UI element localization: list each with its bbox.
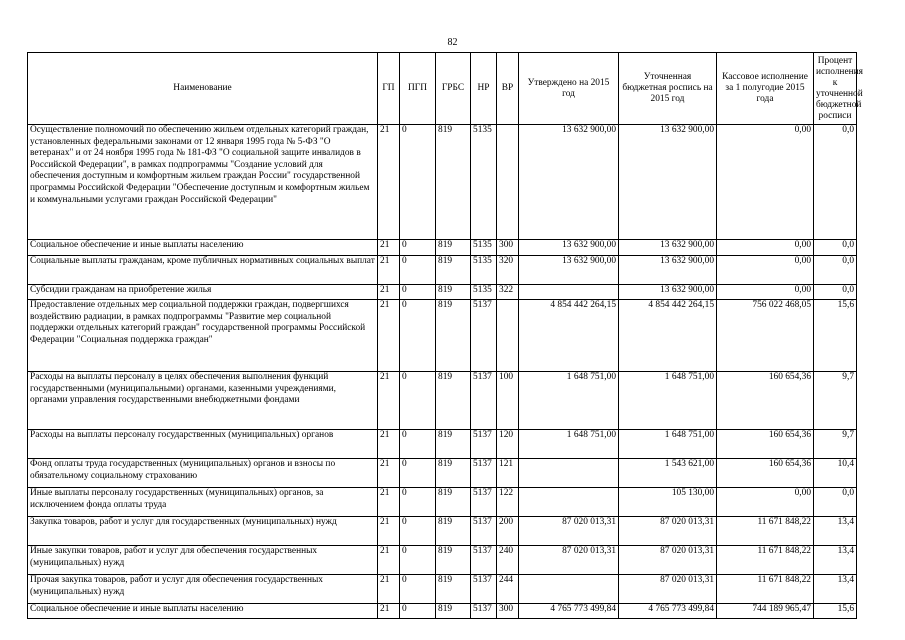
row-grbs: 819 (436, 604, 471, 619)
row-approved: 13 632 900,00 (519, 256, 619, 285)
row-nr: 5135 (471, 125, 497, 240)
row-percent: 10,4 (814, 459, 857, 488)
row-approved: 4 765 773 499,84 (519, 604, 619, 619)
row-approved (519, 575, 619, 604)
row-nr: 5137 (471, 488, 497, 517)
header-ppgp: ПГП (400, 53, 436, 125)
row-ppgp: 0 (400, 604, 436, 619)
row-ppgp: 0 (400, 372, 436, 430)
row-refined: 13 632 900,00 (619, 256, 717, 285)
row-vr (497, 125, 519, 240)
row-approved: 87 020 013,31 (519, 517, 619, 546)
row-nr: 5137 (471, 604, 497, 619)
row-gp: 21 (378, 575, 400, 604)
row-cash: 756 022 468,05 (717, 300, 814, 372)
table-row (28, 517, 857, 546)
row-ppgp: 0 (400, 285, 436, 300)
table-row (28, 372, 857, 430)
row-nr: 5137 (471, 546, 497, 575)
row-name: Прочая закупка товаров, работ и услуг для обеспечения государственных (муниципальных) нужд (28, 575, 378, 604)
row-name: Осуществление полномочий по обеспечению жильем отдельных категорий граждан, установленных федеральными законами от 12 января 1995 года № 5-ФЗ "О ветеранах" и от 24 ноября 1995 года № 181-ФЗ "О социальной защите инвалидов в Российской Федерации", в рамках подпрограммы "Создание условий для обеспечения доступным и комфортным жильем граждан России" государственной программы Российской Федерации "Обеспечение доступным и комфортным жильем и коммунальными услугами граждан Российской Федерации" (28, 125, 378, 240)
row-ppgp: 0 (400, 240, 436, 256)
table-row (28, 300, 857, 372)
header-refined: Уточненная бюджетная роспись на 2015 год (619, 53, 717, 125)
header-grbs: ГРБС (436, 53, 471, 125)
row-refined: 13 632 900,00 (619, 285, 717, 300)
row-name: Субсидии гражданам на приобретение жилья (28, 285, 378, 300)
row-nr: 5135 (471, 256, 497, 285)
row-name: Иные выплаты персоналу государственных (муниципальных) органов, за исключением фонда оплаты труда (28, 488, 378, 517)
row-cash: 11 671 848,22 (717, 575, 814, 604)
table-row (28, 459, 857, 488)
row-gp: 21 (378, 517, 400, 546)
row-nr: 5135 (471, 240, 497, 256)
row-vr (497, 300, 519, 372)
row-refined: 1 648 751,00 (619, 372, 717, 430)
row-percent: 13,4 (814, 517, 857, 546)
header-approved: Утверждено на 2015 год (519, 53, 619, 125)
row-cash: 11 671 848,22 (717, 517, 814, 546)
row-refined: 4 854 442 264,15 (619, 300, 717, 372)
row-grbs: 819 (436, 430, 471, 459)
row-vr: 320 (497, 256, 519, 285)
row-gp: 21 (378, 488, 400, 517)
row-name: Фонд оплаты труда государственных (муниципальных) органов и взносы по обязательному социальному страхованию (28, 459, 378, 488)
row-gp: 21 (378, 125, 400, 240)
row-gp: 21 (378, 459, 400, 488)
row-vr: 322 (497, 285, 519, 300)
table-row (28, 488, 857, 517)
row-grbs: 819 (436, 546, 471, 575)
row-ppgp: 0 (400, 488, 436, 517)
header-vr: ВР (497, 53, 519, 125)
row-vr: 122 (497, 488, 519, 517)
row-grbs: 819 (436, 240, 471, 256)
row-name: Расходы на выплаты персоналу в целях обеспечения выполнения функций государственными (муниципальными) органами, казенными учреждениями, органами управления государственными внебюджетными фондами (28, 372, 378, 430)
row-ppgp: 0 (400, 256, 436, 285)
row-name: Расходы на выплаты персоналу государственных (муниципальных) органов (28, 430, 378, 459)
row-gp: 21 (378, 546, 400, 575)
table-row (28, 575, 857, 604)
row-grbs: 819 (436, 285, 471, 300)
row-ppgp: 0 (400, 430, 436, 459)
row-gp: 21 (378, 300, 400, 372)
row-percent: 9,7 (814, 372, 857, 430)
row-percent: 0,0 (814, 125, 857, 240)
row-grbs: 819 (436, 372, 471, 430)
row-grbs: 819 (436, 125, 471, 240)
table-row (28, 285, 857, 300)
row-nr: 5137 (471, 300, 497, 372)
table-header-row (28, 53, 857, 125)
row-vr: 240 (497, 546, 519, 575)
row-name: Социальное обеспечение и иные выплаты населению (28, 604, 378, 619)
row-nr: 5137 (471, 372, 497, 430)
row-ppgp: 0 (400, 546, 436, 575)
row-approved (519, 285, 619, 300)
row-vr: 200 (497, 517, 519, 546)
row-grbs: 819 (436, 256, 471, 285)
table-row (28, 256, 857, 285)
row-vr: 100 (497, 372, 519, 430)
row-percent: 15,6 (814, 604, 857, 619)
row-nr: 5137 (471, 517, 497, 546)
row-ppgp: 0 (400, 517, 436, 546)
row-cash: 0,00 (717, 240, 814, 256)
row-nr: 5137 (471, 459, 497, 488)
row-ppgp: 0 (400, 459, 436, 488)
row-grbs: 819 (436, 575, 471, 604)
row-refined: 1 543 621,00 (619, 459, 717, 488)
row-name: Иные закупки товаров, работ и услуг для обеспечения государственных (муниципальных) нужд (28, 546, 378, 575)
row-percent: 9,7 (814, 430, 857, 459)
row-nr: 5135 (471, 285, 497, 300)
row-approved: 13 632 900,00 (519, 125, 619, 240)
row-cash: 160 654,36 (717, 372, 814, 430)
row-approved: 1 648 751,00 (519, 430, 619, 459)
header-percent: Процент исполнения к уточненной бюджетной росписи (814, 53, 857, 125)
row-cash: 0,00 (717, 125, 814, 240)
row-gp: 21 (378, 240, 400, 256)
row-cash: 0,00 (717, 488, 814, 517)
row-percent: 0,0 (814, 256, 857, 285)
row-gp: 21 (378, 256, 400, 285)
row-cash: 744 189 965,47 (717, 604, 814, 619)
row-cash: 11 671 848,22 (717, 546, 814, 575)
row-gp: 21 (378, 285, 400, 300)
row-nr: 5137 (471, 575, 497, 604)
row-gp: 21 (378, 430, 400, 459)
row-refined: 13 632 900,00 (619, 125, 717, 240)
row-percent: 13,4 (814, 575, 857, 604)
row-name: Закупка товаров, работ и услуг для государственных (муниципальных) нужд (28, 517, 378, 546)
row-grbs: 819 (436, 517, 471, 546)
row-vr: 121 (497, 459, 519, 488)
row-vr: 120 (497, 430, 519, 459)
row-refined: 87 020 013,31 (619, 575, 717, 604)
row-cash: 160 654,36 (717, 459, 814, 488)
row-refined: 1 648 751,00 (619, 430, 717, 459)
table-row (28, 125, 857, 240)
row-refined: 4 765 773 499,84 (619, 604, 717, 619)
row-grbs: 819 (436, 300, 471, 372)
row-grbs: 819 (436, 488, 471, 517)
header-nr: НР (471, 53, 497, 125)
page-number: 82 (447, 37, 458, 48)
row-approved: 4 854 442 264,15 (519, 300, 619, 372)
row-refined: 87 020 013,31 (619, 546, 717, 575)
row-approved: 87 020 013,31 (519, 546, 619, 575)
row-ppgp: 0 (400, 300, 436, 372)
row-name: Социальные выплаты гражданам, кроме публичных нормативных социальных выплат (28, 256, 378, 285)
row-name: Социальное обеспечение и иные выплаты населению (28, 240, 378, 256)
header-cash: Кассовое исполнение за 1 полугодие 2015 года (717, 53, 814, 125)
row-percent: 13,4 (814, 546, 857, 575)
row-percent: 0,0 (814, 488, 857, 517)
budget-table (27, 52, 863, 619)
row-gp: 21 (378, 372, 400, 430)
header-gp: ГП (378, 53, 400, 125)
row-approved (519, 459, 619, 488)
table-row (28, 430, 857, 459)
row-percent: 0,0 (814, 240, 857, 256)
row-approved (519, 488, 619, 517)
row-percent: 0,0 (814, 285, 857, 300)
row-grbs: 819 (436, 459, 471, 488)
row-vr: 300 (497, 604, 519, 619)
header-name: Наименование (28, 53, 378, 125)
row-vr: 244 (497, 575, 519, 604)
table-row (28, 604, 857, 619)
table-row (28, 546, 857, 575)
row-refined: 13 632 900,00 (619, 240, 717, 256)
table-row (28, 240, 857, 256)
row-cash: 160 654,36 (717, 430, 814, 459)
row-nr: 5137 (471, 430, 497, 459)
row-ppgp: 0 (400, 125, 436, 240)
row-approved: 1 648 751,00 (519, 372, 619, 430)
row-gp: 21 (378, 604, 400, 619)
row-refined: 105 130,00 (619, 488, 717, 517)
row-cash: 0,00 (717, 285, 814, 300)
row-vr: 300 (497, 240, 519, 256)
row-approved: 13 632 900,00 (519, 240, 619, 256)
row-refined: 87 020 013,31 (619, 517, 717, 546)
row-cash: 0,00 (717, 256, 814, 285)
row-percent: 15,6 (814, 300, 857, 372)
row-name: Предоставление отдельных мер социальной поддержки граждан, подвергшихся воздействию радиации, в рамках подпрограммы "Развитие мер социальной поддержки отдельных категорий граждан" государственной программы Российской Федерации "Социальная поддержка граждан" (28, 300, 378, 372)
row-ppgp: 0 (400, 575, 436, 604)
